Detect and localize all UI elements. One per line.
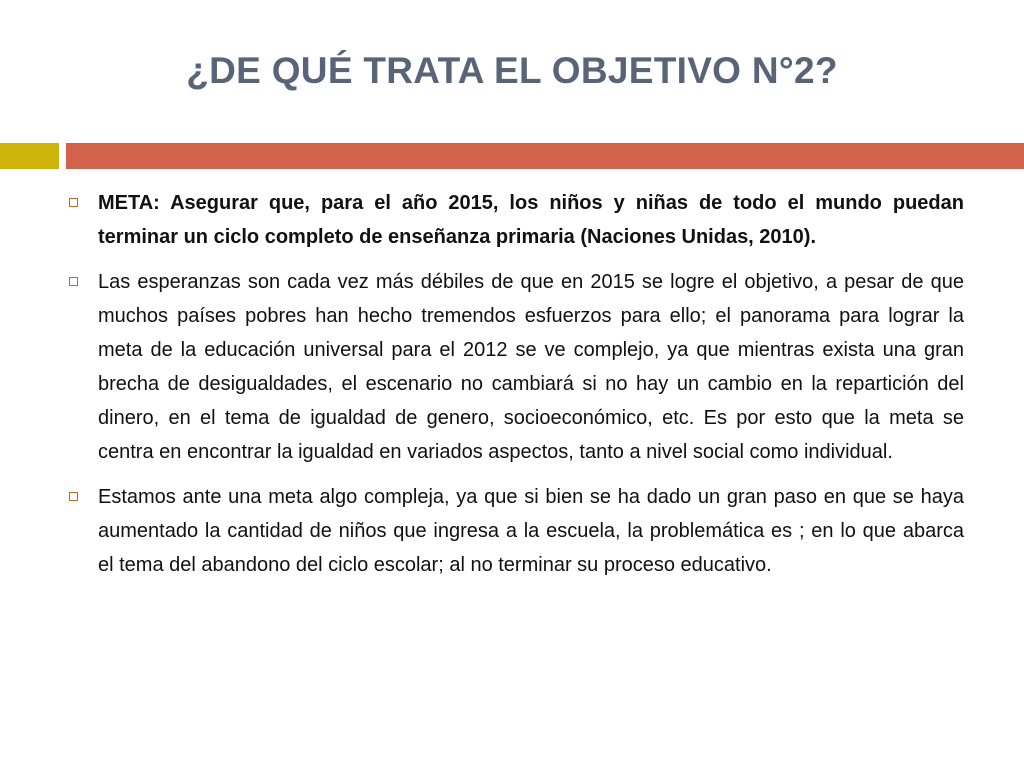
bullet-text: META: Asegurar que, para el año 2015, los niños y niñas de todo el mundo puedan terminar un ciclo completo de enseñanza primaria (Naciones Unidas, 2010).	[98, 192, 964, 248]
bullet-esperanzas	[66, 265, 964, 469]
gold-accent-bar	[0, 143, 59, 169]
slide-title: ¿DE QUÉ TRATA EL OBJETIVO N°2?	[186, 50, 838, 91]
hollow-square-bullet-icon	[69, 277, 78, 286]
hollow-square-bullet-icon	[69, 198, 78, 207]
hollow-square-bullet-icon	[69, 492, 78, 501]
bullet-text: Estamos ante una meta algo compleja, ya que si bien se ha dado un gran paso en que se haya aumentado la cantidad de niños que ingresa a la escuela, la problemática es ; en lo que abarca el tema del abandono del ciclo escolar; al no terminar su proceso educativo.	[98, 486, 964, 576]
coral-accent-bar	[66, 143, 1024, 169]
bullet-text: Las esperanzas son cada vez más débiles de que en 2015 se logre el objetivo, a pesar de que muchos países pobres han hecho tremendos esfuerzos para ello; el panorama para lograr la meta de la educación universal para el 2012 se ve complejo, ya que mientras exista una gran brecha de desigualdades, el escenario no cambiará si no hay un cambio en la repartición del dinero, en el tema de igualdad de genero, socioeconómico, etc. Es por esto que la meta se centra en encontrar la igualdad en variados aspectos, tanto a nivel social como individual.	[98, 271, 964, 463]
bullet-meta-compleja	[66, 480, 964, 582]
bullet-list	[66, 186, 964, 593]
bullet-meta	[66, 186, 964, 254]
